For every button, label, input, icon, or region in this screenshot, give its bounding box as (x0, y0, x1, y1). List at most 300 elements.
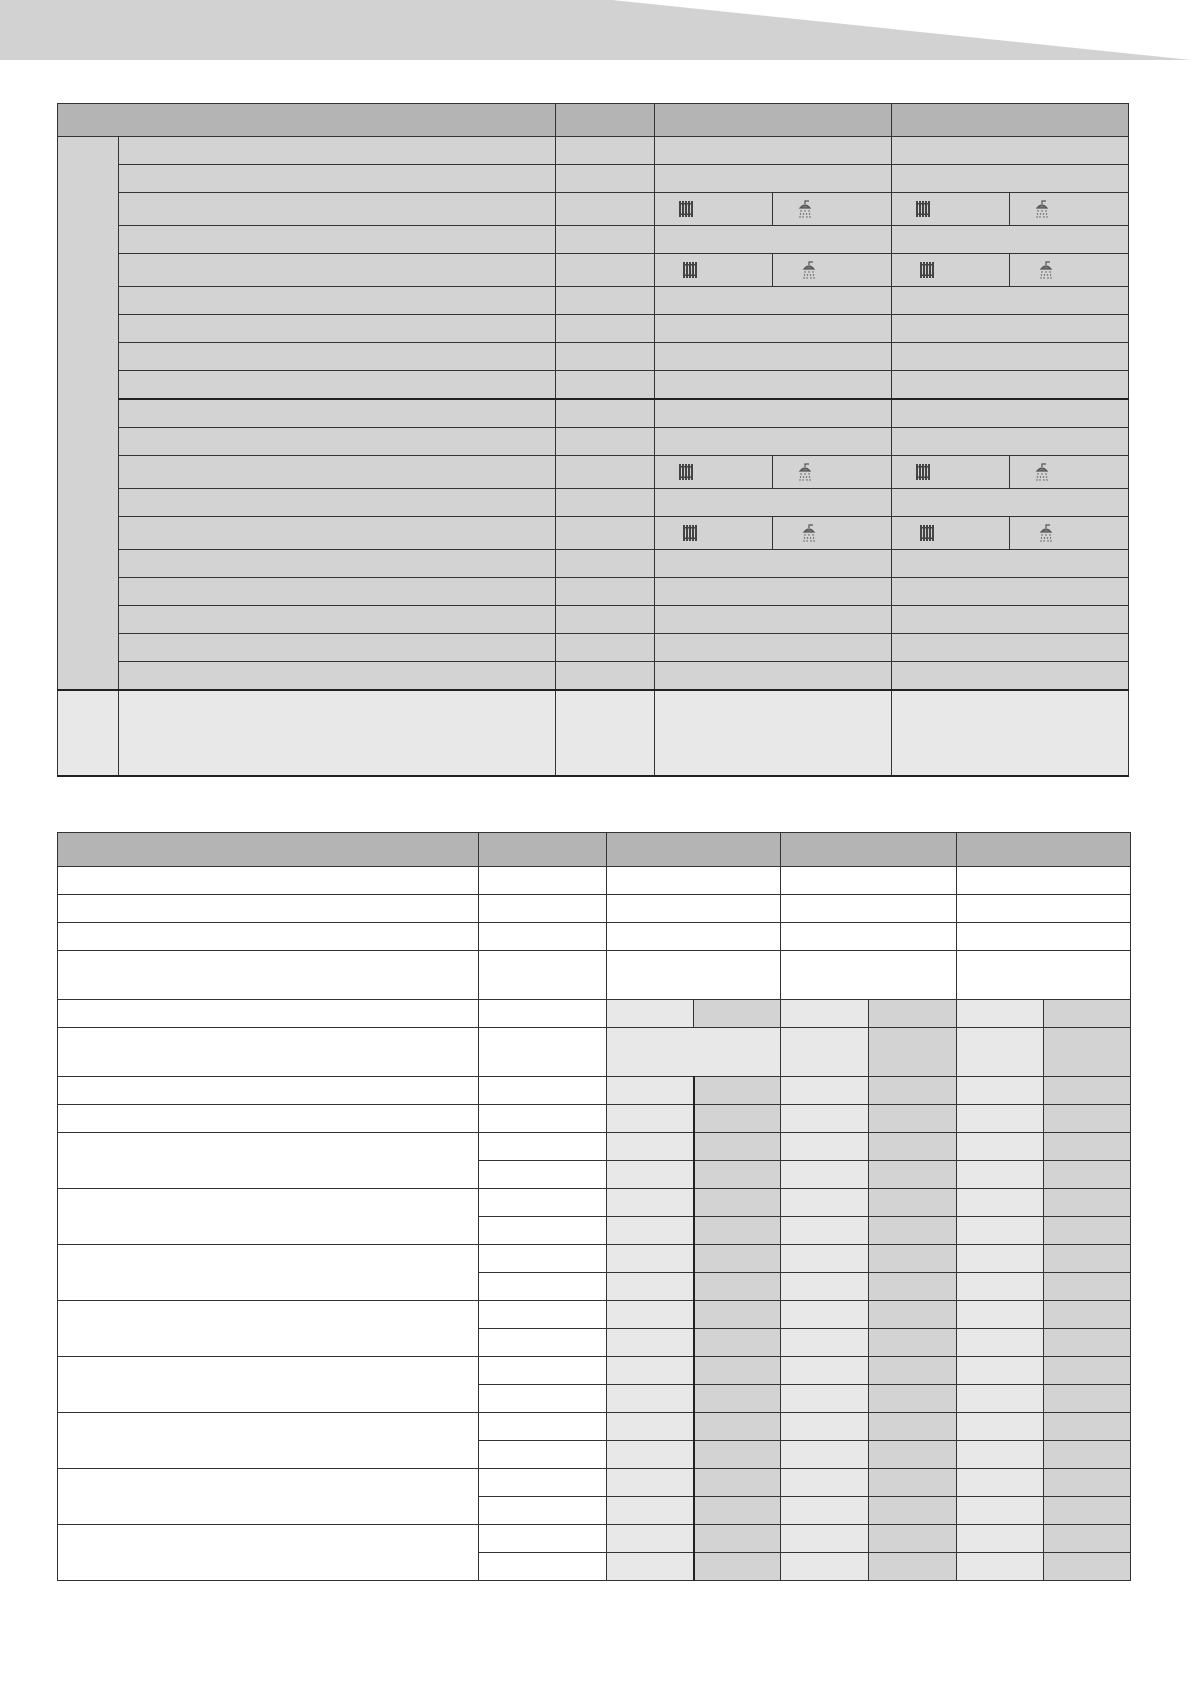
sub-cell (957, 1441, 1044, 1469)
sub-cell (957, 1329, 1044, 1357)
hot-water-cell (773, 517, 892, 550)
sub-cell (781, 1217, 869, 1245)
sub-cell (1044, 1105, 1131, 1133)
row-label (119, 287, 556, 315)
row-label (119, 193, 556, 226)
sub-cell (607, 1161, 694, 1189)
sub-cell (1044, 1553, 1131, 1581)
row-unit (479, 1413, 607, 1441)
sub-cell (869, 1413, 957, 1441)
row-label (119, 399, 556, 428)
table-row (58, 1301, 1131, 1329)
sub-cell (694, 1413, 781, 1441)
sub-cell (869, 1469, 957, 1497)
header-cell-parameter (58, 104, 556, 137)
table-row (58, 550, 1129, 578)
row-label (119, 254, 556, 287)
sub-cell (607, 1077, 694, 1105)
sub-cell (1044, 1357, 1131, 1385)
row-value-b (781, 867, 957, 895)
header-cell-model-c (957, 833, 1131, 867)
sub-cell (781, 1413, 869, 1441)
row-unit (556, 193, 655, 226)
row-unit (479, 1497, 607, 1525)
sub-cell (957, 1497, 1044, 1525)
sub-cell (607, 1413, 694, 1441)
sub-cell (1044, 1413, 1131, 1441)
row-unit (556, 287, 655, 315)
sub-cell (1044, 1301, 1131, 1329)
header-cell-model-a (607, 833, 781, 867)
sub-cell (607, 1245, 694, 1273)
row-unit (556, 371, 655, 400)
radiator-icon (679, 200, 693, 218)
row-label (119, 578, 556, 606)
sub-cell (607, 1000, 694, 1028)
hot-water-cell (1010, 254, 1129, 287)
heating-cell (655, 517, 773, 550)
table-row (58, 1525, 1131, 1553)
row-label (119, 489, 556, 517)
sub-cell (1044, 1441, 1131, 1469)
row-value-a (607, 867, 781, 895)
sub-cell (694, 1000, 781, 1028)
sub-cell (694, 1189, 781, 1217)
sub-cell (781, 1245, 869, 1273)
row-label (58, 1469, 479, 1525)
row-label (58, 867, 479, 895)
sub-cell (957, 1161, 1044, 1189)
row-value-c (957, 895, 1131, 923)
row-unit (479, 1133, 607, 1161)
sub-cell (607, 1469, 694, 1497)
row-unit (479, 951, 607, 1000)
sub-cell (957, 1525, 1044, 1553)
radiator-icon (920, 261, 934, 279)
sub-cell (781, 1028, 869, 1077)
sub-cell (869, 1385, 957, 1413)
group-label-cell (58, 137, 119, 691)
sub-cell (694, 1497, 781, 1525)
sub-cell (781, 1553, 869, 1581)
row-unit (479, 1245, 607, 1273)
table-row (58, 1133, 1131, 1161)
table-row (58, 634, 1129, 662)
row-label (119, 606, 556, 634)
hot-water-cell (773, 254, 892, 287)
row-unit (479, 1189, 607, 1217)
sub-cell (694, 1105, 781, 1133)
radiator-icon (920, 524, 934, 542)
table-row (58, 895, 1131, 923)
heating-cell (892, 254, 1010, 287)
sub-cell (869, 1077, 957, 1105)
sub-cell (607, 1133, 694, 1161)
sub-cell (1044, 1385, 1131, 1413)
sub-cell (869, 1497, 957, 1525)
sub-cell (869, 1273, 957, 1301)
row-label (58, 951, 479, 1000)
sub-cell (694, 1273, 781, 1301)
table-row (58, 606, 1129, 634)
row-value-a (607, 951, 781, 1000)
row-value-a (655, 399, 892, 428)
row-value-c (957, 923, 1131, 951)
shower-icon (1034, 200, 1050, 218)
row-unit (556, 578, 655, 606)
sub-cell (1044, 1000, 1131, 1028)
row-value-b (892, 165, 1129, 193)
row-value-a (607, 895, 781, 923)
row-value-a (655, 578, 892, 606)
table-row (58, 1189, 1131, 1217)
sub-cell (694, 1301, 781, 1329)
table-header-row (58, 104, 1129, 137)
row-label (58, 1301, 479, 1357)
row-label (119, 456, 556, 489)
row-unit (556, 456, 655, 489)
sub-cell (781, 1329, 869, 1357)
row-value-b (892, 226, 1129, 254)
row-unit (479, 1385, 607, 1413)
row-value-a (655, 634, 892, 662)
sub-cell (869, 1525, 957, 1553)
sub-cell (957, 1000, 1044, 1028)
header-cell-model-b (892, 104, 1129, 137)
row-value-a (655, 662, 892, 691)
row-value-b (892, 287, 1129, 315)
sub-cell (781, 1525, 869, 1553)
footer-value-b (892, 690, 1129, 776)
sub-cell (1044, 1329, 1131, 1357)
row-unit (556, 550, 655, 578)
table-row (58, 287, 1129, 315)
radiator-icon (679, 463, 693, 481)
header-cell-model-a (655, 104, 892, 137)
header-cell-unit (556, 104, 655, 137)
row-unit (479, 1028, 607, 1077)
row-label (58, 1133, 479, 1189)
row-value-b (892, 399, 1129, 428)
row-unit (556, 517, 655, 550)
table-row-icons (58, 193, 1129, 226)
row-label (119, 428, 556, 456)
row-label (58, 1413, 479, 1469)
header-cell-parameter (58, 833, 479, 867)
sub-cell (1044, 1245, 1131, 1273)
sub-cell (957, 1217, 1044, 1245)
table-row (58, 1357, 1131, 1385)
sub-cell (781, 1105, 869, 1133)
row-value-b (892, 634, 1129, 662)
hot-water-cell (1010, 456, 1129, 489)
shower-icon (1038, 524, 1054, 542)
row-unit (556, 165, 655, 193)
heating-cell (655, 456, 773, 489)
table-row (58, 489, 1129, 517)
sub-cell (694, 1217, 781, 1245)
row-unit (479, 1441, 607, 1469)
table-row (58, 867, 1131, 895)
row-value-b (892, 550, 1129, 578)
sub-cell (607, 1329, 694, 1357)
sub-cell (869, 1245, 957, 1273)
shower-icon (801, 524, 817, 542)
footer-label (119, 690, 556, 776)
table-row (58, 343, 1129, 371)
table-row-icons (58, 254, 1129, 287)
header-cell-model-b (781, 833, 957, 867)
table-row (58, 371, 1129, 400)
sub-cell (781, 1189, 869, 1217)
sub-cell (694, 1161, 781, 1189)
sub-cell (781, 1441, 869, 1469)
row-value-b (892, 662, 1129, 691)
sub-cell (781, 1469, 869, 1497)
row-value-a (655, 226, 892, 254)
sub-cell (694, 1357, 781, 1385)
row-value-c (957, 867, 1131, 895)
row-unit (556, 226, 655, 254)
row-label (119, 550, 556, 578)
row-unit (556, 662, 655, 691)
table-row (58, 399, 1129, 428)
row-label (58, 1028, 479, 1077)
shower-icon (1034, 463, 1050, 481)
sub-cell (694, 1553, 781, 1581)
table-row (58, 662, 1129, 691)
sub-cell (607, 1357, 694, 1385)
header-band (0, 0, 1191, 60)
shower-icon (801, 261, 817, 279)
table-row (58, 165, 1129, 193)
table-row (58, 1413, 1131, 1441)
sub-cell (781, 1000, 869, 1028)
row-unit (479, 1469, 607, 1497)
sub-cell (869, 1133, 957, 1161)
row-value-a (655, 137, 892, 165)
row-unit (479, 1217, 607, 1245)
table-row-icons (58, 517, 1129, 550)
footer-unit (556, 690, 655, 776)
row-label (58, 923, 479, 951)
row-label (58, 1105, 479, 1133)
table-row (58, 1245, 1131, 1273)
sub-cell (694, 1133, 781, 1161)
sub-cell (694, 1245, 781, 1273)
row-unit (479, 1161, 607, 1189)
row-value-a (655, 287, 892, 315)
sub-cell (869, 1189, 957, 1217)
row-unit (479, 1000, 607, 1028)
row-unit (556, 315, 655, 343)
row-unit (556, 343, 655, 371)
table-row (58, 578, 1129, 606)
radiator-icon (916, 200, 930, 218)
row-value-a (655, 428, 892, 456)
row-unit (479, 1273, 607, 1301)
row-label (119, 315, 556, 343)
sub-cell (607, 1301, 694, 1329)
sub-cell (957, 1301, 1044, 1329)
sub-cell (1044, 1497, 1131, 1525)
table-footer-row (58, 690, 1129, 776)
row-label (58, 1000, 479, 1028)
sub-cell (1044, 1469, 1131, 1497)
row-value-b (892, 137, 1129, 165)
sub-cell (607, 1273, 694, 1301)
header-cell-unit (479, 833, 607, 867)
row-label (119, 662, 556, 691)
table-row (58, 923, 1131, 951)
row-value-b (781, 923, 957, 951)
sub-cell (869, 1329, 957, 1357)
table-row (58, 137, 1129, 165)
sub-cell (781, 1161, 869, 1189)
sub-cell (957, 1413, 1044, 1441)
sub-cell (957, 1273, 1044, 1301)
table-row (58, 1469, 1131, 1497)
row-unit (479, 895, 607, 923)
sub-cell (607, 1217, 694, 1245)
sub-cell (694, 1385, 781, 1413)
sub-cell (869, 1553, 957, 1581)
row-unit (479, 1357, 607, 1385)
sub-cell (957, 1553, 1044, 1581)
sub-cell (869, 1000, 957, 1028)
sub-cell (607, 1105, 694, 1133)
sub-cell (1044, 1028, 1131, 1077)
row-label (119, 371, 556, 400)
sub-cell (781, 1077, 869, 1105)
shower-icon (797, 463, 813, 481)
row-value-b (781, 951, 957, 1000)
table-row (58, 951, 1131, 1000)
hot-water-cell (773, 456, 892, 489)
table-row (58, 1028, 1131, 1077)
row-value-b (892, 371, 1129, 400)
row-value-a (655, 165, 892, 193)
sub-cell (869, 1105, 957, 1133)
row-value-a (655, 550, 892, 578)
sub-cell (694, 1077, 781, 1105)
row-unit (556, 399, 655, 428)
sub-cell (957, 1357, 1044, 1385)
row-value-c (957, 951, 1131, 1000)
sub-cell (607, 1385, 694, 1413)
row-label (119, 517, 556, 550)
row-label (58, 895, 479, 923)
sub-cell (781, 1273, 869, 1301)
hot-water-cell (1010, 193, 1129, 226)
row-value-a (607, 923, 781, 951)
row-value-a (655, 343, 892, 371)
row-value-a (607, 1028, 781, 1077)
sub-cell (869, 1161, 957, 1189)
sub-cell (781, 1357, 869, 1385)
table-row (58, 226, 1129, 254)
sub-cell (957, 1469, 1044, 1497)
row-label (119, 226, 556, 254)
table-row (58, 315, 1129, 343)
sub-cell (957, 1189, 1044, 1217)
sub-cell (1044, 1217, 1131, 1245)
sub-cell (869, 1441, 957, 1469)
sub-cell (781, 1497, 869, 1525)
row-value-a (655, 489, 892, 517)
radiator-icon (683, 261, 697, 279)
shower-icon (797, 200, 813, 218)
row-value-a (655, 315, 892, 343)
row-value-b (781, 895, 957, 923)
sub-cell (957, 1105, 1044, 1133)
row-value-b (892, 606, 1129, 634)
row-value-b (892, 489, 1129, 517)
sub-cell (607, 1497, 694, 1525)
sub-cell (869, 1028, 957, 1077)
heating-cell (892, 193, 1010, 226)
sub-cell (694, 1329, 781, 1357)
footer-value-a (655, 690, 892, 776)
row-unit (479, 1553, 607, 1581)
sub-cell (1044, 1133, 1131, 1161)
sub-cell (607, 1525, 694, 1553)
sub-cell (869, 1357, 957, 1385)
specification-table-2 (57, 832, 1131, 1581)
row-unit (556, 634, 655, 662)
sub-cell (1044, 1525, 1131, 1553)
row-unit (479, 1525, 607, 1553)
sub-cell (869, 1217, 957, 1245)
row-unit (556, 254, 655, 287)
row-label (119, 343, 556, 371)
sub-cell (957, 1245, 1044, 1273)
row-label (119, 634, 556, 662)
row-label (58, 1077, 479, 1105)
row-value-a (655, 606, 892, 634)
sub-cell (957, 1028, 1044, 1077)
row-value-b (892, 428, 1129, 456)
sub-cell (694, 1469, 781, 1497)
heating-cell (655, 193, 773, 226)
heating-cell (892, 456, 1010, 489)
hot-water-cell (773, 193, 892, 226)
radiator-icon (683, 524, 697, 542)
sub-cell (957, 1133, 1044, 1161)
row-unit (556, 137, 655, 165)
row-value-b (892, 315, 1129, 343)
specification-table-1 (57, 103, 1129, 777)
sub-cell (1044, 1273, 1131, 1301)
shower-icon (1038, 261, 1054, 279)
row-label (119, 137, 556, 165)
sub-cell (957, 1385, 1044, 1413)
row-label (58, 1245, 479, 1301)
sub-cell (607, 1553, 694, 1581)
table-row (58, 1105, 1131, 1133)
footer-side-cell (58, 690, 119, 776)
table-row (58, 428, 1129, 456)
row-unit (556, 489, 655, 517)
sub-cell (869, 1301, 957, 1329)
row-value-a (655, 371, 892, 400)
table-row-icons (58, 456, 1129, 489)
sub-cell (1044, 1161, 1131, 1189)
row-value-b (892, 343, 1129, 371)
row-label (119, 165, 556, 193)
row-unit (479, 1301, 607, 1329)
row-label (58, 1525, 479, 1581)
